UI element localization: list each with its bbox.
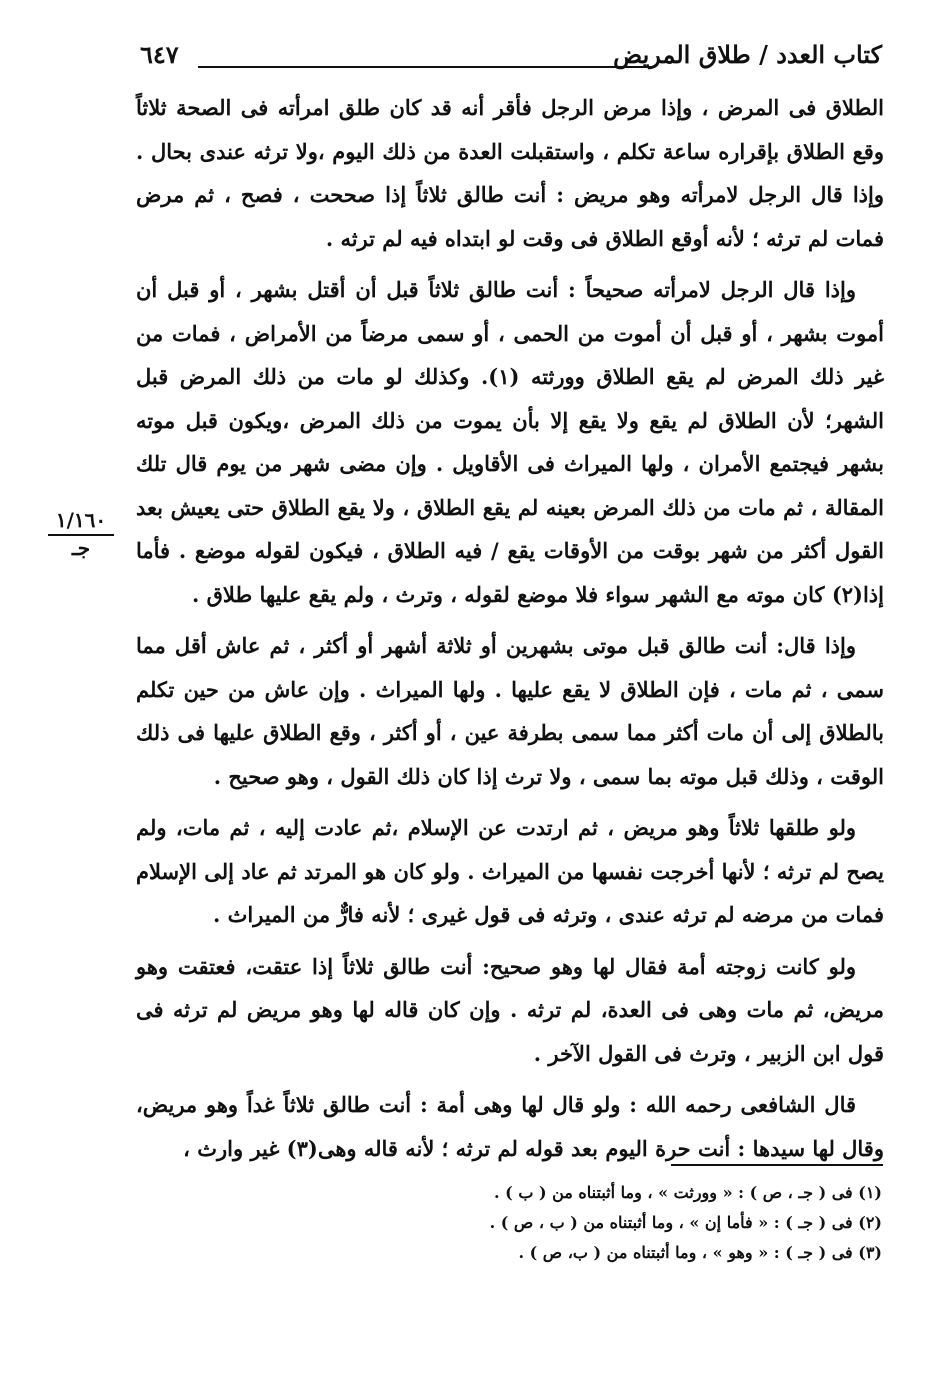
footnote: (١) فى ( جـ ، ص ) : « وورثت » ، وما أثبتناه من ( ب ) . [494,1183,882,1202]
paragraph: ولو كانت زوجته أمة فقال لها وهو صحيح: أنت طالق ثلاثاً إذا عتقت، فعتقت وهو مريض، ثم مات وهى فى العدة، لم ترثه . وإن كان قاله لها وهو مريض لم ترثه فى قول ابن الزبير ، وترث فى القول الآخر . [136,953,884,1066]
margin-note [48,508,114,560]
footnote: (٢) فى ( جـ ) : « فأما إن » ، وما أثبتناه من ( ب ، ص ) . [489,1213,882,1232]
paragraph: الطلاق فى المرض ، وإذا مرض الرجل فأقر أنه قد كان طلق امرأته فى الصحة ثلاثاً وقع الطلاق بإقراره ساعة تكلم ، واستقبلت العدة من ذلك اليوم ،ولا ترثه عندى بحال . وإذا قال الرجل لامرأته وهو مريض : أنت طالق ثلاثاً إذا صححت ، فصح ، ثم مرض فمات لم ترثه ؛ لأنه أوقع الطلاق فى وقت لو ابتداه فيه لم ترثه . [136,95,884,251]
paragraph: ولو طلقها ثلاثاً وهو مريض ، ثم ارتدت عن الإسلام ،ثم عادت إليه ، ثم مات، ولم يصح لم ترثه ؛ لأنها أخرجت نفسها من الميراث . ولو كان هو المرتد ثم عاد إلى الإسلام فمات من مرضه لم ترثه عندى ، وترثه فى قول غيرى ؛ لأنه فارٌّ من الميراث . [136,815,884,927]
paragraph: وإذا قال الرجل لامرأته صحيحاً : أنت طالق ثلاثاً قبل أن أقتل بشهر ، أو قبل أن أموت بشهر ، أو قبل أن أموت من الحمى ، أو سمى مرضاً من الأمراض ، فمات من غير ذلك المرض لم يقع الطلاق وورثته (١). وكذلك لو مات من ذلك المرض قبل الشهر؛ لأن الطلاق لم يقع ولا يقع إلا بأن يموت من ذلك المرض ،ويكون قبل موته بشهر فيجتمع الأمران ، ولها الميراث فى الأقاويل . وإن مضى شهر من يوم قال تلك المقالة ، ثم مات من ذلك المرض بعينه لم يقع الطلاق ، ولا يقع الطلاق حتى يعيش بعد القول أكثر من شهر بوقت من الأوقات يقع / فيه الطلاق ، فيكون لقوله موضع . فأما إذا(٢) كان موته مع الشهر سواء فلا موضع لقوله ، وترث ، ولم يقع عليها طلاق . [136,277,884,607]
margin-manuscript-letter: جـ [71,536,91,560]
footnote: (٣) فى ( جـ ) : « وهو » ، وما أثبتناه من ( ب، ص ) . [518,1243,882,1262]
running-title: كتاب العدد / طلاق المريض [613,40,882,69]
footnote-rule [671,1164,883,1166]
body-text [136,86,884,1178]
paragraph-lead: قال الشافعى رحمه الله : [629,1092,856,1117]
paragraph-text: ولو قال لها وهى أمة : أنت طالق ثلاثاً غداً وهو مريض، وقال لها سيدها : أنت حرة اليوم بعد قوله لم ترثه ؛ لأنه قاله وهى(٣) غير وارث ، [136,1092,884,1161]
margin-folio-ref: ١/١٦٠ [48,508,114,536]
page-header [140,40,882,80]
paragraph [136,1083,884,1170]
paragraph: وإذا قال: أنت طالق قبل موتى بشهرين أو ثلاثة أشهر أو أكثر ، ثم عاش أقل مما سمى ، ثم مات ، فإن الطلاق لا يقع عليها . ولها الميراث . وإن عاش من حين تكلم بالطلاق إلى أن مات أكثر مما سمى بطرفة عين ، أو أكثر ، وقع الطلاق عليها فى ذلك الوقت ، وذلك قبل موته بما سمى ، ولا ترث إذا كان ذلك القول ، وهو صحيح . [136,633,884,789]
header-rule [198,66,652,68]
page-number: ٦٤٧ [140,40,179,69]
footnotes [330,1178,882,1268]
